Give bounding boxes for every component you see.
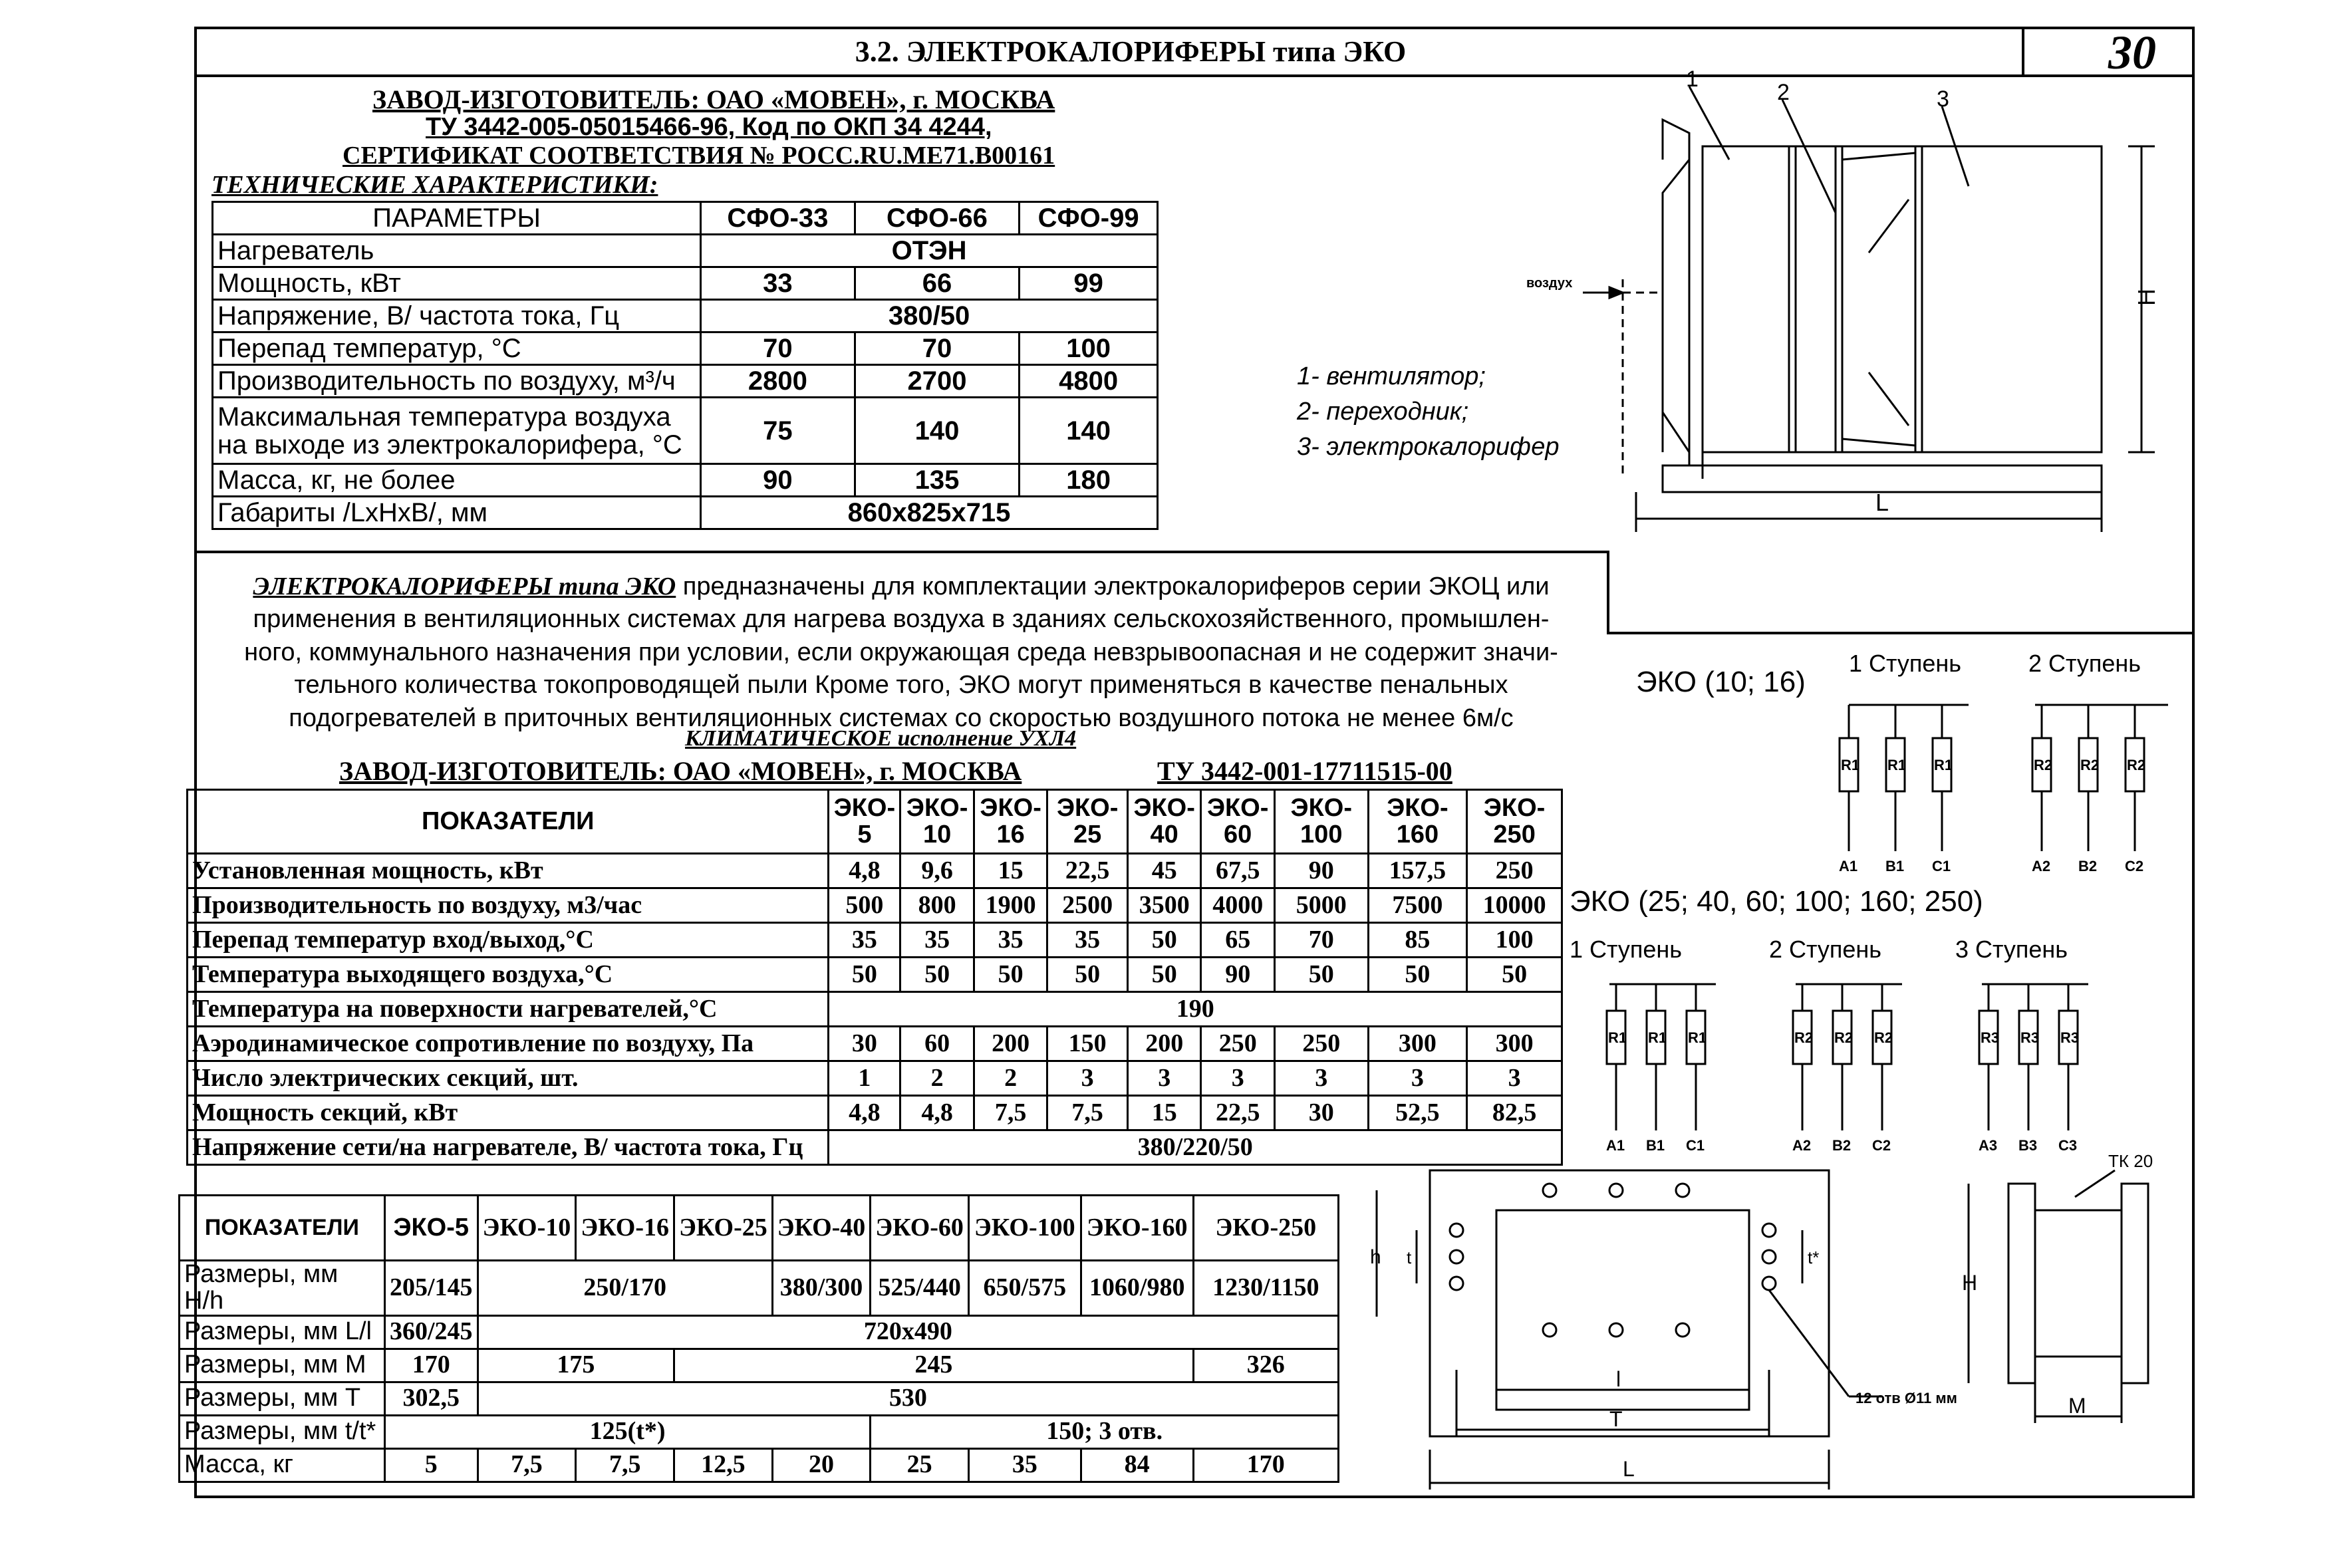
sfo-tech-heading: ТЕХНИЧЕСКИЕ ХАРАКТЕРИСТИКИ: [211,171,658,199]
sfo-row-label: Производительность по воздуху, м³/ч [213,365,701,398]
eko-row [188,1096,1562,1130]
table-cell: 1230/1150 [1193,1261,1338,1316]
flange-dim-H: H [1962,1271,1978,1295]
dims-row [180,1382,1339,1415]
table-cell: Температура на поверхности нагревателей,°С [188,992,829,1027]
sfo-cell: 99 [1020,267,1158,300]
resistor-label: R1 [1608,1029,1627,1046]
description [193,571,1609,735]
table-cell: 30 [829,1027,900,1061]
assembly-dim-L: L [1875,489,1889,516]
table-cell: 3 [1201,1061,1275,1096]
model-name-part: 160 [1396,820,1439,849]
sfo-row-label: Перепад температур, °С [213,332,701,365]
dims-row [180,1315,1339,1349]
sfo-row-label: Габариты /LхHхB/, мм [213,497,701,529]
sfo-cell: 66 [855,267,1020,300]
table-cell: 15 [974,854,1047,888]
schematic-stage-1: 1 Ступень [1570,936,1683,963]
table-cell: 3 [1467,1061,1562,1096]
dims-row [180,1415,1339,1448]
eko-model-header [1127,790,1201,854]
eko-maker: ЗАВОД-ИЗГОТОВИТЕЛЬ: ОАО «МОВЕН», г. МОСКВА [339,756,1022,786]
eko-model-header [829,790,900,854]
table-cell: 800 [900,888,974,923]
resistor-label: R2 [2080,757,2100,773]
dims-model: ЭКО-100 [968,1196,1081,1261]
dims-model: ЭКО-5 [384,1196,478,1261]
eko-model-header [1047,790,1128,854]
table-cell: 4,8 [829,1096,900,1130]
table-cell: Производительность по воздуху, м3/час [188,888,829,923]
dims-row [180,1261,1339,1316]
terminal-label: B2 [1832,1137,1852,1154]
sfo-head-model: СФО-66 [855,202,1020,235]
terminal-label: B2 [2078,858,2098,874]
table-cell: 525/440 [871,1261,969,1316]
sfo-head-model: СФО-99 [1020,202,1158,235]
model-name-part: ЭКО- [980,793,1041,822]
resistor-label: R1 [1841,757,1860,773]
schematic-stage-1: 1 Ступень [1849,650,1962,677]
table-cell: 500 [829,888,900,923]
assembly-legend-item: 1- вентилятор; [1297,362,1486,390]
table-cell: 300 [1467,1027,1562,1061]
schematic-stage-2: 2 Ступень [1769,936,1882,963]
table-cell: 170 [1193,1448,1338,1482]
sfo-row-value: 860х825х715 [701,497,1158,529]
schematic-title-eko-10-16: ЭКО (10; 16) [1636,666,1806,698]
table-cell: Температура выходящего воздуха,°С [188,958,829,992]
table-cell: 250 [1201,1027,1275,1061]
terminal-label: A2 [1792,1137,1812,1154]
table-cell: 205/145 [384,1261,478,1316]
table-cell: 50 [829,958,900,992]
sfo-row-label: Масса, кг, не более [213,464,701,497]
assembly-air-label: воздух [1526,276,1573,291]
resistor-label: R1 [1648,1029,1667,1046]
flange-holes-note: 12 отв Ø11 мм [1856,1390,1957,1406]
eko-model-header [1467,790,1562,854]
sfo-cell: 2800 [701,365,855,398]
table-cell: 3 [1127,1061,1201,1096]
flange-dim-T: T [1609,1407,1623,1431]
description-line: ного, коммунального назначения при условии, если окружающая среда невзрывоопасная и не содержит значи- [244,638,1558,666]
flange-drawing [1350,1151,2181,1503]
table-cell: 170 [384,1349,478,1382]
flange-dim-t-star: t* [1808,1247,1820,1267]
title-bar-line [194,74,2192,77]
table-cell: 720х490 [478,1315,1338,1349]
table-cell: 3 [1368,1061,1467,1096]
table-cell: 67,5 [1201,854,1275,888]
table-cell: 50 [1047,958,1128,992]
resistor-label: R2 [2034,757,2053,773]
page-number: 30 [2108,26,2156,79]
table-cell: 25 [871,1448,969,1482]
schematic-stage-2: 2 Ступень [2028,650,2141,677]
table-cell: 65 [1201,923,1275,958]
flange-tk20-label: ТК 20 [2108,1151,2153,1171]
eko-model-header [1201,790,1275,854]
sfo-cell: 100 [1020,332,1158,365]
table-cell: 35 [900,923,974,958]
table-cell: 250/170 [478,1261,772,1316]
table-cell: Число электрических секций, шт. [188,1061,829,1096]
table-cell: 35 [974,923,1047,958]
terminal-label: B3 [2018,1137,2038,1154]
sfo-row-label: Нагреватель [213,235,701,267]
table-cell: 10000 [1467,888,1562,923]
eko-row [188,992,1562,1027]
table-cell: 20 [772,1448,871,1482]
table-cell: Размеры, мм H/h [180,1261,385,1316]
description-line: применения в вентиляционных системах для нагрева воздуха в зданиях сельскохозяйственного, промышлен- [253,605,1550,634]
dims-head-label: ПОКАЗАТЕЛИ [180,1196,385,1261]
eko-model-header [974,790,1047,854]
sfo-table [211,201,1159,530]
section-divider-top [194,551,1607,553]
sfo-cell: 140 [855,398,1020,464]
table-cell: 60 [900,1027,974,1061]
table-cell: 4,8 [900,1096,974,1130]
dims-model: ЭКО-60 [871,1196,969,1261]
schematic-title-eko-25-250: ЭКО (25; 40, 60; 100; 160; 250) [1570,885,1983,918]
table-cell: 50 [974,958,1047,992]
resistor-label: R2 [1794,1029,1814,1046]
table-cell: 82,5 [1467,1096,1562,1130]
table-cell: 150 [1047,1027,1128,1061]
assembly-legend-item: 2- переходник; [1297,398,1469,426]
eko-table [186,789,1563,1166]
table-cell: 12,5 [674,1448,773,1482]
assembly-drawing [1197,66,2181,545]
resistor-label: R3 [2020,1029,2040,1046]
model-name-part: ЭКО- [1483,793,1546,822]
sfo-row-value: 380/50 [701,300,1158,332]
table-cell: 45 [1127,854,1201,888]
table-cell: 250 [1467,854,1562,888]
sfo-row-label: Напряжение, В/ частота тока, Гц [213,300,701,332]
resistor-label: R1 [1934,757,1953,773]
sfo-certificate: СЕРТИФИКАТ СООТВЕТСТВИЯ № РОСС.RU.МЕ71.В00161 [343,142,1055,170]
flange-dim-h: h [1370,1246,1381,1268]
table-cell: 35 [829,923,900,958]
table-cell: 200 [974,1027,1047,1061]
table-cell: Перепад температур вход/выход,°С [188,923,829,958]
sfo-tu: ТУ 3442-005-05015466-96, Код по ОКП 34 4244, [426,113,992,141]
model-name-part: ЭКО- [833,793,896,822]
table-cell: 200 [1127,1027,1201,1061]
table-cell: 9,6 [900,854,974,888]
table-cell: 2 [974,1061,1047,1096]
table-cell: 300 [1368,1027,1467,1061]
table-cell: 150; 3 отв. [871,1415,1339,1448]
eko-tu: ТУ 3442-001-17711515-00 [1157,756,1452,786]
eko-row [188,888,1562,923]
sfo-cell: 135 [855,464,1020,497]
table-cell: 326 [1193,1349,1338,1382]
model-name-part: 25 [1073,820,1102,849]
sfo-maker: ЗАВОД-ИЗГОТОВИТЕЛЬ: ОАО «МОВЕН», г. МОСКВА [372,84,1055,114]
description-line: предназначены для комплектации электрокалориферов серии ЭКОЦ или [676,573,1550,600]
table-cell: Размеры, мм t/t* [180,1415,385,1448]
table-cell: Масса, кг [180,1448,385,1482]
resistor-label: R3 [1981,1029,2000,1046]
table-cell: 360/245 [384,1315,478,1349]
sfo-row-label: Максимальная температура воздуха на выходе из электрокалорифера, °С [213,398,701,464]
table-cell: 85 [1368,923,1467,958]
assembly-legend-item: 3- электрокалорифер [1297,433,1560,461]
table-cell: 30 [1274,1096,1368,1130]
dims-model: ЭКО-250 [1193,1196,1338,1261]
sfo-cell: 140 [1020,398,1158,464]
terminal-label: A1 [1606,1137,1625,1154]
model-name-part: 10 [923,820,952,849]
table-cell: Размеры, мм M [180,1349,385,1382]
eko-row [188,1061,1562,1096]
table-cell: 100 [1467,923,1562,958]
eko-row [188,854,1562,888]
table-cell: 50 [1127,958,1201,992]
table-cell: 4,8 [829,854,900,888]
eko-head-label: ПОКАЗАТЕЛИ [188,790,829,854]
sfo-head-param: ПАРАМЕТРЫ [213,202,701,235]
table-cell: 302,5 [384,1382,478,1415]
table-cell: 1 [829,1061,900,1096]
terminal-label: C3 [2058,1137,2078,1154]
model-name-part: ЭКО- [1056,793,1119,822]
table-cell: 7,5 [1047,1096,1128,1130]
table-cell: 175 [478,1349,674,1382]
terminal-label: C1 [1932,858,1951,874]
table-cell: 190 [829,992,1562,1027]
model-name-part: 100 [1300,820,1343,849]
table-cell: Размеры, мм L/l [180,1315,385,1349]
table-cell: Установленная мощность, кВт [188,854,829,888]
resistor-label: R2 [2127,757,2146,773]
table-cell: 50 [1127,923,1201,958]
table-cell: 70 [1274,923,1368,958]
table-cell: 90 [1201,958,1275,992]
eko-model-header [900,790,974,854]
table-cell: 3500 [1127,888,1201,923]
dims-model: ЭКО-40 [772,1196,871,1261]
dims-model: ЭКО-160 [1081,1196,1193,1261]
table-cell: 125(t*) [384,1415,870,1448]
dims-model: ЭКО-25 [674,1196,773,1261]
table-cell: Размеры, мм T [180,1382,385,1415]
table-cell: 2 [900,1061,974,1096]
resistor-label: R2 [1834,1029,1854,1046]
table-cell: Аэродинамическое сопротивление по воздуху, Па [188,1027,829,1061]
table-cell: 1060/980 [1081,1261,1193,1316]
schematic-stage-3: 3 Ступень [1955,936,2068,963]
table-cell: 650/575 [968,1261,1081,1316]
table-cell: 5000 [1274,888,1368,923]
eko-model-header [1274,790,1368,854]
model-name-part: 5 [857,820,872,849]
climate-version: КЛИМАТИЧЕСКОЕ исполнение УХЛ4 [685,726,1077,751]
table-cell: 50 [900,958,974,992]
section-divider-figure-bottom [1607,632,2192,634]
eko-row [188,923,1562,958]
terminal-label: C2 [1872,1137,1891,1154]
table-cell: 3 [1047,1061,1128,1096]
table-cell: 22,5 [1047,854,1128,888]
page-number-divider [2022,27,2024,74]
sfo-cell: 2700 [855,365,1020,398]
model-name-part: 40 [1150,820,1178,849]
table-cell: 15 [1127,1096,1201,1130]
table-cell: 22,5 [1201,1096,1275,1130]
table-cell: Напряжение сети/на нагревателе, В/ частота тока, Гц [188,1130,829,1165]
table-cell: 35 [1047,923,1128,958]
model-name-part: 250 [1493,820,1536,849]
table-cell: 245 [674,1349,1193,1382]
assembly-callout-3: 3 [1937,86,1949,112]
dims-model: ЭКО-10 [478,1196,576,1261]
description-line: тельного количества токопроводящей пыли Кроме того, ЭКО могут применяться в качестве пенальных [294,671,1508,700]
model-name-part: ЭКО- [1387,793,1448,822]
resistor-label: R3 [2060,1029,2080,1046]
table-cell: 380/300 [772,1261,871,1316]
terminal-label: A2 [2032,858,2051,874]
model-name-part: ЭКО- [1290,793,1352,822]
table-cell: 35 [968,1448,1081,1482]
flange-dim-t: t [1407,1247,1412,1267]
assembly-legend [1297,359,1560,465]
resistor-label: R1 [1688,1029,1707,1046]
flange-dim-M: M [2068,1394,2086,1418]
table-cell: 380/220/50 [829,1130,1562,1165]
table-cell: Мощность секций, кВт [188,1096,829,1130]
flange-dim-L: L [1623,1457,1635,1481]
assembly-dim-H: H [2133,289,2160,306]
description-line: подогревателей в приточных вентиляционных системах со скоростью воздушного потока не менее 6м/с [289,704,1514,732]
flange-dim-l: l [1616,1367,1621,1391]
model-name-part: ЭКО- [906,793,968,822]
table-cell: 7,5 [974,1096,1047,1130]
table-cell: 5 [384,1448,478,1482]
dimensions-table [178,1194,1339,1483]
terminal-label: C1 [1686,1137,1705,1154]
terminal-label: B1 [1885,858,1905,874]
table-cell: 250 [1274,1027,1368,1061]
eko-model-header [1368,790,1467,854]
table-cell: 3 [1274,1061,1368,1096]
wiring-schematics [1570,638,2188,1157]
eko-row [188,1027,1562,1061]
model-name-part: 16 [996,820,1025,849]
sfo-cell: 90 [701,464,855,497]
table-cell: 50 [1274,958,1368,992]
dims-row [180,1349,1339,1382]
dims-row [180,1448,1339,1482]
terminal-label: A3 [1979,1137,1998,1154]
table-cell: 2500 [1047,888,1128,923]
model-name-part: 60 [1224,820,1252,849]
table-cell: 90 [1274,854,1368,888]
sfo-row-value: ОТЭН [701,235,1158,267]
resistor-label: R2 [1874,1029,1893,1046]
table-cell: 157,5 [1368,854,1467,888]
dims-model: ЭКО-16 [576,1196,674,1261]
table-cell: 7,5 [478,1448,576,1482]
terminal-label: B1 [1646,1137,1665,1154]
model-name-part: ЭКО- [1133,793,1195,822]
table-cell: 7500 [1368,888,1467,923]
sfo-row-label: Мощность, кВт [213,267,701,300]
sfo-head-model: СФО-33 [701,202,855,235]
model-name-part: ЭКО- [1206,793,1269,822]
sfo-cell: 180 [1020,464,1158,497]
table-cell: 7,5 [576,1448,674,1482]
terminal-label: A1 [1839,858,1858,874]
resistor-label: R1 [1887,757,1907,773]
table-cell: 50 [1368,958,1467,992]
sfo-cell: 75 [701,398,855,464]
sfo-cell: 70 [701,332,855,365]
table-cell: 84 [1081,1448,1193,1482]
assembly-callout-1: 1 [1686,66,1699,92]
table-cell: 4000 [1201,888,1275,923]
sfo-cell: 70 [855,332,1020,365]
table-cell: 530 [478,1382,1338,1415]
table-cell: 52,5 [1368,1096,1467,1130]
terminal-label: C2 [2125,858,2144,874]
assembly-callout-2: 2 [1777,80,1790,105]
description-lead: ЭЛЕКТРОКАЛОРИФЕРЫ типа ЭКО [253,573,676,600]
sfo-cell: 4800 [1020,365,1158,398]
eko-row [188,958,1562,992]
sfo-cell: 33 [701,267,855,300]
page-title: 3.2. ЭЛЕКТРОКАЛОРИФЕРЫ типа ЭКО [855,35,1407,68]
table-cell: 1900 [974,888,1047,923]
table-cell: 50 [1467,958,1562,992]
